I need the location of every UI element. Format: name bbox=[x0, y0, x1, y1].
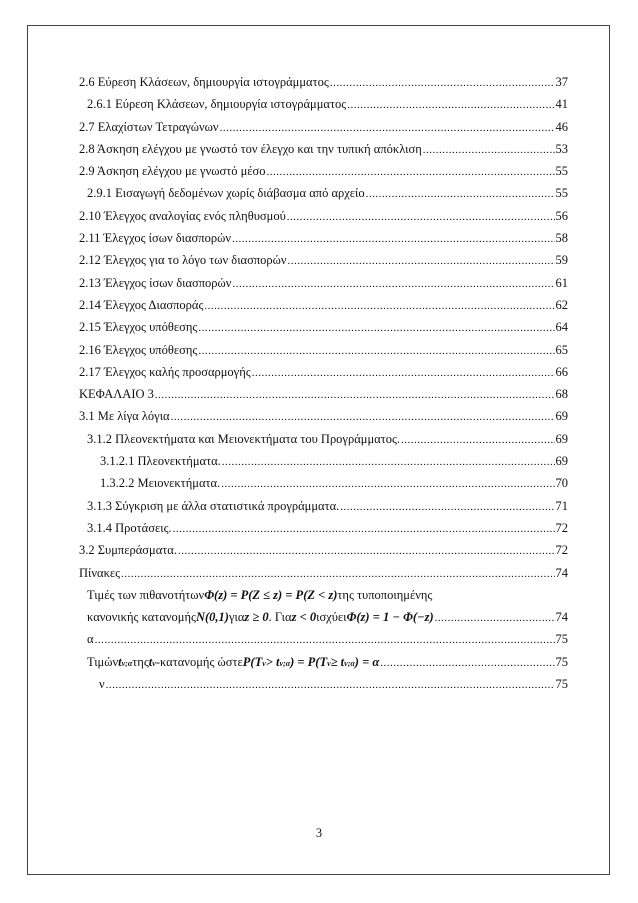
formula: Φ(z) = P(Z ≤ z) = P(Z < z) bbox=[204, 587, 338, 602]
toc-entry-title: 3.1.2 Πλεονεκτήματα και Μειονεκτήματα του Προγράμματος. bbox=[87, 431, 401, 446]
dot-leader bbox=[252, 363, 555, 383]
toc-entry[interactable] bbox=[79, 540, 568, 560]
formula-subscript: ν bbox=[327, 658, 331, 668]
toc-entry[interactable] bbox=[79, 117, 568, 137]
toc-entry-page: 68 bbox=[555, 387, 568, 402]
dot-leader bbox=[121, 564, 554, 584]
toc-entry[interactable] bbox=[79, 429, 568, 449]
toc-entry-title: α bbox=[87, 632, 94, 647]
dot-leader bbox=[178, 541, 555, 561]
toc-entry-title: 2.11 Έλεγχος ίσων διασπορών bbox=[79, 231, 231, 246]
dot-leader bbox=[232, 274, 554, 294]
dot-leader bbox=[220, 118, 555, 138]
dot-leader bbox=[347, 95, 554, 115]
toc-entry-title: ισχύει bbox=[316, 610, 347, 625]
toc-entry[interactable] bbox=[79, 139, 568, 159]
toc-entry-title: Πίνακες bbox=[79, 565, 121, 580]
dot-leader bbox=[287, 207, 555, 227]
toc-entry[interactable] bbox=[79, 473, 568, 493]
toc-entry[interactable] bbox=[79, 94, 568, 114]
formula: t bbox=[118, 654, 122, 669]
toc-entry[interactable] bbox=[79, 496, 568, 516]
dot-leader bbox=[173, 519, 555, 539]
dot-leader bbox=[95, 630, 555, 650]
toc-entry-title: 3.1.4 Προτάσεις. bbox=[87, 520, 172, 535]
toc-entry[interactable] bbox=[79, 72, 568, 92]
toc-entry[interactable] bbox=[79, 563, 568, 583]
toc-entry-title: 1.3.2.2 Μειονεκτήματα. bbox=[100, 476, 221, 491]
formula: P(T bbox=[242, 654, 263, 669]
toc-entry-title: κανονικής κατανομής bbox=[87, 610, 196, 625]
toc-entry-alpha[interactable] bbox=[79, 629, 568, 649]
toc-entry-page: 69 bbox=[555, 409, 568, 424]
toc-entry-title: ν bbox=[99, 677, 105, 692]
toc-entry-title: Τιμές των πιθανοτήτων bbox=[87, 587, 205, 602]
formula: N(0,1) bbox=[195, 610, 229, 625]
dot-leader bbox=[401, 430, 554, 450]
dot-leader bbox=[198, 318, 554, 338]
toc-entry-page: 75 bbox=[555, 632, 568, 647]
toc-entry-page: 69 bbox=[555, 431, 568, 446]
toc-entry-title: 2.12 Έλεγχος για το λόγο των διασπορών bbox=[79, 253, 287, 268]
toc-entry-page: 61 bbox=[555, 275, 568, 290]
formula-subscript: ν bbox=[152, 658, 156, 668]
formula: ) = P(T bbox=[290, 654, 328, 669]
toc-entry-page: 62 bbox=[555, 297, 568, 312]
toc-entry-page: 70 bbox=[555, 476, 568, 491]
toc-entry[interactable] bbox=[79, 161, 568, 181]
toc-entry-page: 72 bbox=[555, 520, 568, 535]
toc-entry-page: 56 bbox=[555, 208, 568, 223]
toc-entry-page: 72 bbox=[555, 543, 568, 558]
toc-entry[interactable] bbox=[79, 362, 568, 382]
toc-entry-title: -κατανομής ώστε bbox=[155, 654, 243, 669]
toc-entry-title: ΚΕΦΑΛΑΙΟ 3 bbox=[79, 387, 154, 402]
toc-entry-title: 3.2 Συμπεράσματα. bbox=[79, 543, 177, 558]
toc-entry[interactable] bbox=[79, 384, 568, 404]
page-number: 3 bbox=[315, 826, 323, 840]
toc-entry-title: 2.8 Άσκηση ελέγχου με γνωστό τον έλεγχο και την τυπική απόκλιση bbox=[79, 141, 422, 156]
toc-entry-page: 66 bbox=[555, 364, 568, 379]
toc-entry-title: της bbox=[132, 654, 149, 669]
toc-entry-title: για bbox=[228, 610, 245, 625]
toc-entry-title: 2.9.1 Εισαγωγή δεδομένων χωρίς διάβασμα από αρχείο bbox=[87, 186, 365, 201]
dot-leader bbox=[221, 474, 554, 494]
toc-entry-title: 2.6 Εύρεση Κλάσεων, δημιουργία ιστογράμματος bbox=[79, 75, 329, 89]
dot-leader bbox=[330, 73, 555, 93]
formula: > t bbox=[265, 654, 280, 669]
toc-entry-page: 46 bbox=[555, 119, 568, 134]
toc-entry-title: 2.17 Έλεγχος καλής προσαρμογής bbox=[79, 364, 251, 379]
dot-leader bbox=[288, 251, 555, 271]
toc-entry-page: 55 bbox=[555, 164, 568, 179]
dot-leader bbox=[155, 385, 555, 405]
toc-entry-title: 2.7 Ελαχίστων Τετραγώνων bbox=[79, 119, 219, 134]
toc-entry[interactable] bbox=[79, 206, 568, 226]
dot-leader bbox=[106, 675, 555, 695]
dot-leader bbox=[380, 653, 554, 673]
toc-entry[interactable] bbox=[79, 183, 568, 203]
toc-entry-page: 75 bbox=[555, 677, 568, 692]
toc-entry[interactable] bbox=[79, 451, 568, 471]
dot-leader bbox=[267, 162, 555, 182]
table-of-contents bbox=[79, 72, 568, 696]
toc-entry-title: 2.9 Άσκηση ελέγχου με γνωστό μέσο bbox=[79, 164, 266, 179]
formula: ≥ t bbox=[330, 654, 345, 669]
toc-entry-page: 64 bbox=[555, 320, 568, 335]
formula: Φ(z) = 1 − Φ(−z) bbox=[346, 610, 434, 625]
toc-entry-page: 74 bbox=[555, 565, 568, 580]
toc-entry-title: 3.1.3 Σύγκριση με άλλα στατιστικά προγράμματα. bbox=[87, 498, 340, 513]
toc-entry-nu[interactable] bbox=[79, 674, 568, 694]
toc-entry-title: Τιμών bbox=[87, 654, 119, 669]
toc-entry[interactable] bbox=[79, 228, 568, 248]
dot-leader bbox=[423, 140, 555, 160]
toc-entry-title: . Για bbox=[268, 610, 292, 625]
toc-entry[interactable] bbox=[79, 250, 568, 270]
formula: ) = α bbox=[354, 654, 380, 669]
dot-leader bbox=[222, 452, 555, 472]
formula: z ≥ 0 bbox=[244, 610, 269, 625]
toc-entry-page: 71 bbox=[555, 498, 568, 513]
toc-entry[interactable] bbox=[79, 518, 568, 538]
dot-leader bbox=[171, 407, 555, 427]
tables-list bbox=[79, 585, 568, 694]
toc-entry-title: της τυποποιημένης bbox=[337, 587, 433, 602]
toc-entry-title: 3.1.2.1 Πλεονεκτήματα. bbox=[100, 454, 221, 469]
formula: t bbox=[148, 654, 153, 669]
toc-entry-page: 37 bbox=[555, 75, 568, 89]
toc-entry-title: 2.16 Έλεγχος υπόθεσης bbox=[79, 342, 198, 357]
formula-subscript: ν;α bbox=[121, 658, 133, 668]
toc-entry-title: 3.1 Με λίγα λόγια bbox=[79, 409, 170, 424]
dot-leader bbox=[198, 341, 554, 361]
toc-entry-page: 59 bbox=[555, 253, 568, 268]
dot-leader bbox=[204, 296, 554, 316]
toc-entry-title: 2.15 Έλεγχος υπόθεσης bbox=[79, 320, 198, 335]
formula-subscript: ν bbox=[262, 658, 266, 668]
toc-entry-t-table[interactable] bbox=[79, 652, 568, 672]
toc-entry[interactable] bbox=[79, 273, 568, 293]
dot-leader bbox=[435, 608, 555, 628]
toc-entry-page: 69 bbox=[555, 454, 568, 469]
toc-entry-page: 53 bbox=[555, 141, 568, 156]
toc-entry-page: 58 bbox=[555, 231, 568, 246]
toc-entry-title: 2.10 Έλεγχος αναλογίας ενός πληθυσμού bbox=[79, 208, 286, 223]
dot-leader bbox=[232, 229, 555, 249]
dot-leader bbox=[366, 184, 555, 204]
dot-leader bbox=[340, 497, 554, 517]
toc-entry-title: 2.14 Έλεγχος Διασποράς bbox=[79, 297, 204, 312]
toc-entry-page: 55 bbox=[555, 186, 568, 201]
toc-entry[interactable] bbox=[79, 340, 568, 360]
formula: z < 0 bbox=[291, 610, 317, 625]
formula-subscript: ν;α bbox=[344, 658, 355, 668]
toc-entry-page: 74 bbox=[555, 610, 568, 625]
toc-entry-page: 65 bbox=[555, 342, 568, 357]
toc-entry-page: 41 bbox=[555, 97, 568, 112]
toc-entry[interactable] bbox=[79, 406, 568, 426]
toc-entry-normal-table-line1[interactable] bbox=[79, 585, 568, 605]
toc-entry-title: 2.6.1 Εύρεση Κλάσεων, δημιουργία ιστογράμματος bbox=[87, 97, 347, 112]
toc-entry-title: 2.13 Έλεγχος ίσων διασπορών bbox=[79, 275, 232, 290]
formula-subscript: ν;α bbox=[279, 658, 291, 668]
toc-entry[interactable] bbox=[79, 295, 568, 315]
toc-entry-page: 75 bbox=[555, 654, 568, 669]
toc-entry-normal-table-line2[interactable] bbox=[79, 607, 568, 627]
toc-entry[interactable] bbox=[79, 317, 568, 337]
